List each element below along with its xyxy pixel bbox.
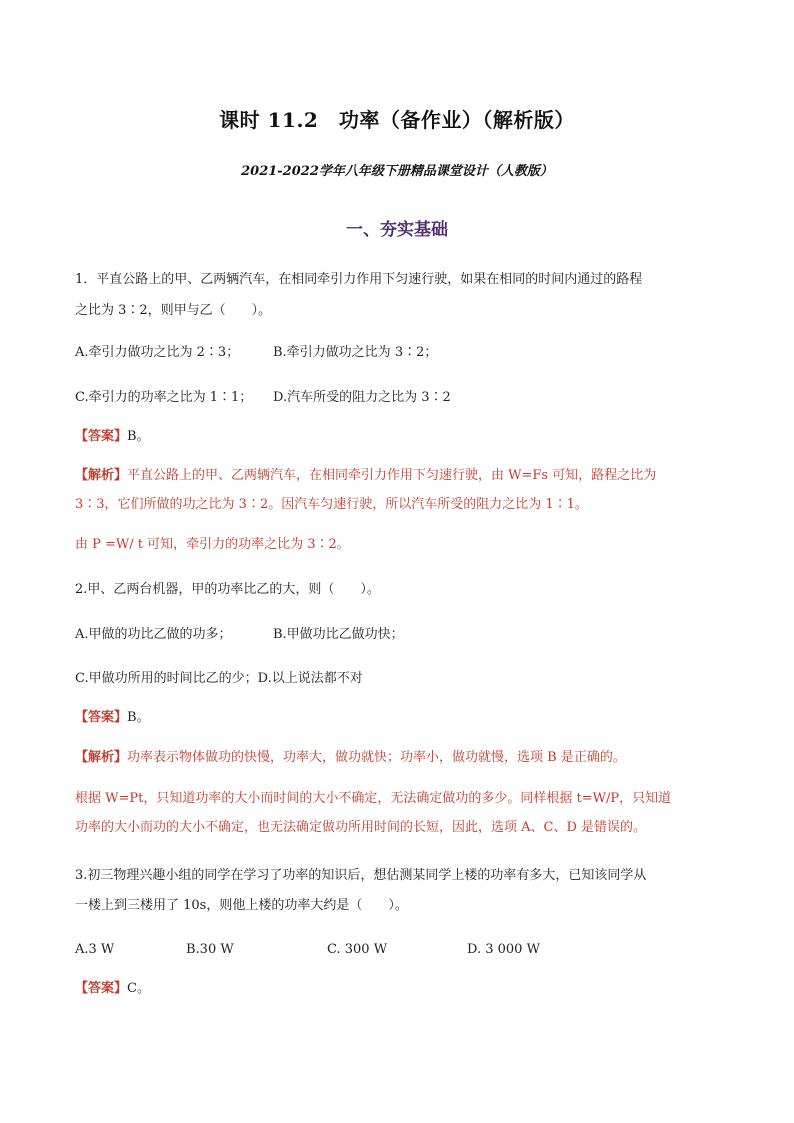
analysis-tag: 【解析】 <box>75 468 128 483</box>
answer-tag: 【答案】 <box>75 429 128 444</box>
q2-analysis-line2: 根据 W=Pt，只知道功率的大小而时间的大小不确定，无法确定做功的多少。同样根据 t=W/P，只知道 <box>75 791 672 806</box>
q1-option-b: B.牵引力做功之比为 3∶2； <box>273 345 438 360</box>
q2-stem: 2.甲、乙两台机器，甲的功率比乙的大，则（ ）。 <box>75 582 380 597</box>
q1-stem-line1: 1．平直公路上的甲、乙两辆汽车，在相同牵引力作用下匀速行驶，如果在相同的时间内通过的路程 <box>75 272 643 287</box>
analysis-text: 平直公路上的甲、乙两辆汽车，在相同牵引力作用下匀速行驶，由 W=Fs 可知，路程之比为 <box>127 468 657 483</box>
answer-value: C。 <box>127 981 150 996</box>
q2-options-cd: C.甲做功所用的时间比乙的少；D.以上说法都不对 <box>75 671 363 686</box>
q2-options-ab <box>75 620 725 650</box>
answer-value: B。 <box>127 429 150 444</box>
analysis-text: 功率表示物体做功的快慢，功率大，做功就快；功率小，做功就慢，选项 B 是正确的。 <box>127 750 626 765</box>
q3-option-a: A.3 W <box>75 942 115 957</box>
q3-stem-line1: 3.初三物理兴趣小组的同学在学习了功率的知识后，想估测某同学上楼的功率有多大，已知该同学从 <box>75 868 647 883</box>
q1-options-ab <box>75 338 725 368</box>
page-subtitle: 2021-2022学年八年级下册精品课堂设计（人教版） <box>241 164 553 179</box>
q2-analysis-line1 <box>75 743 725 773</box>
q3-option-c: C. 300 W <box>327 942 388 957</box>
section-heading: 一、夯实基础 <box>346 220 448 240</box>
q2-answer <box>75 703 725 733</box>
page-title: 课时 11.2 功率（备作业）（解析版） <box>219 108 575 132</box>
q1-stem-line2: 之比为 3∶2，则甲与乙（ ）。 <box>75 303 272 318</box>
q1-analysis-line1 <box>75 461 725 491</box>
q3-option-b: B.30 W <box>186 942 234 957</box>
analysis-tag: 【解析】 <box>75 750 128 765</box>
q3-stem-line2: 一楼上到三楼用了 10s，则他上楼的功率大约是（ ）。 <box>75 898 408 913</box>
q1-option-c: C.牵引力的功率之比为 1∶1； <box>75 390 253 405</box>
q2-analysis-line3: 功率的大小而功的大小不确定，也无法确定做功所用时间的长短，因此，选项 A、C、D 是错误的。 <box>75 820 647 835</box>
q3-answer <box>75 974 725 1004</box>
answer-value: B。 <box>127 710 150 725</box>
answer-tag: 【答案】 <box>75 710 128 725</box>
q1-option-d: D.汽车所受的阻力之比为 3∶2 <box>273 390 451 405</box>
q2-option-b: B.甲做功比乙做功快； <box>273 627 404 642</box>
q3-option-d: D. 3 000 W <box>467 942 540 957</box>
q1-analysis-line2: 3∶3，它们所做的功之比为 3∶2。因汽车匀速行驶，所以汽车所受的阻力之比为 1∶1。 <box>75 497 588 512</box>
q1-options-cd <box>75 383 725 413</box>
q2-option-a: A.甲做的功比乙做的功多； <box>75 627 232 642</box>
q1-answer <box>75 422 725 452</box>
answer-tag: 【答案】 <box>75 981 128 996</box>
q1-analysis-line3: 由 P =W/ t 可知，牵引力的功率之比为 3∶2。 <box>75 537 350 552</box>
q1-option-a: A.牵引力做功之比为 2∶3； <box>75 345 240 360</box>
q3-options <box>75 935 725 965</box>
